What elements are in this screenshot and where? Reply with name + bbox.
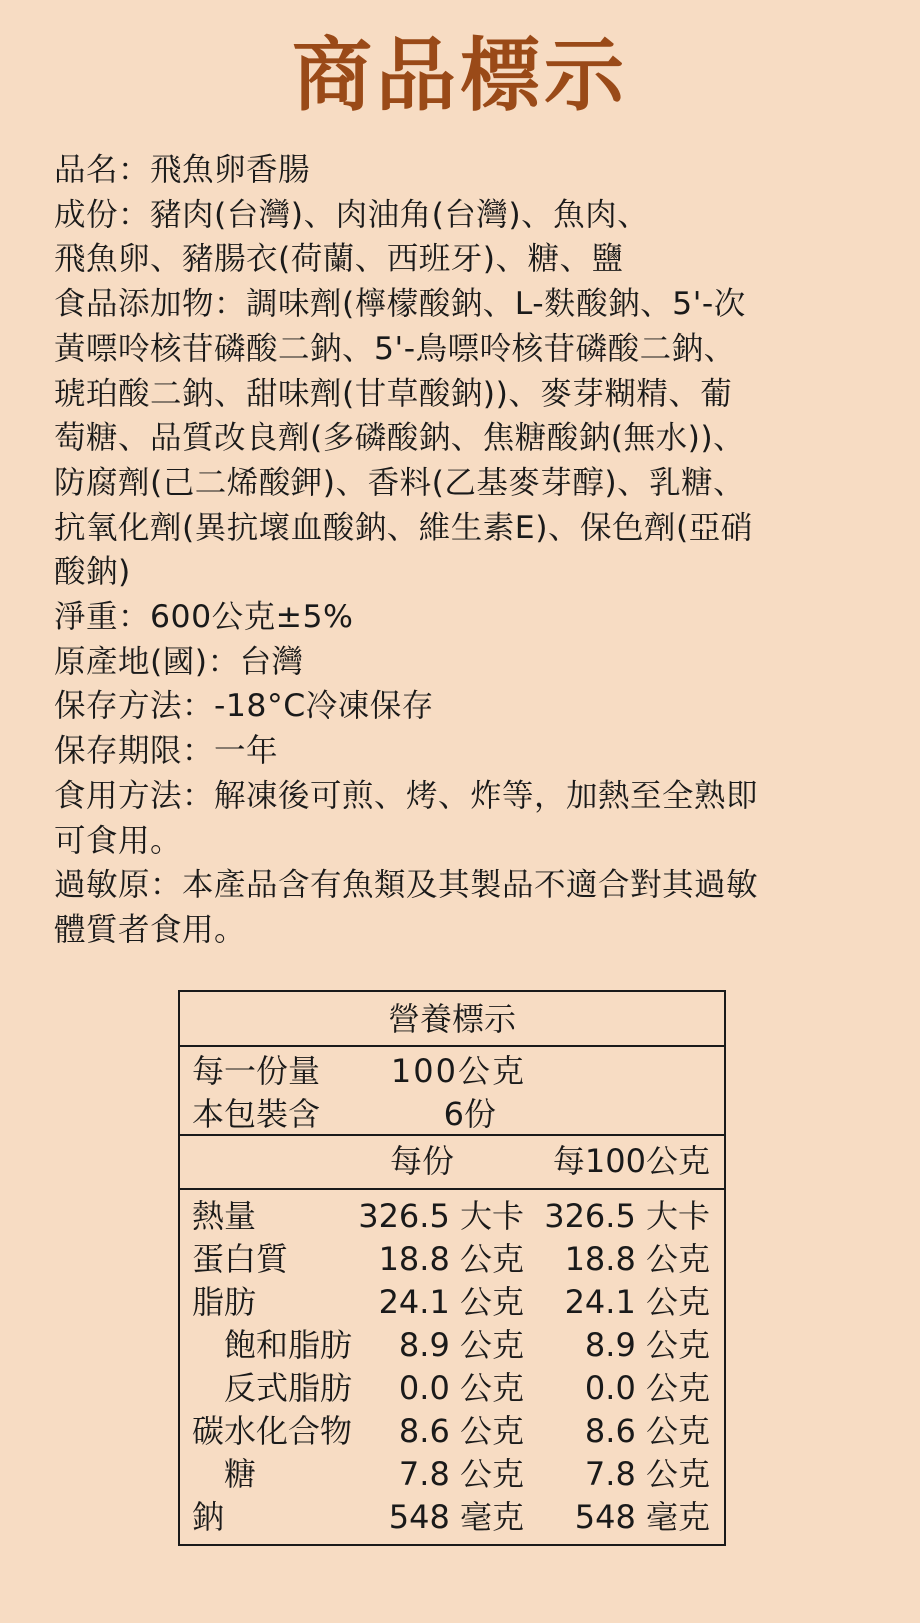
info-line: 淨重：600公克±5% (54, 599, 354, 636)
nutrient-name: 脂肪 (192, 1283, 257, 1321)
servings-row (180, 1093, 724, 1136)
info-line: 琥珀酸二鈉、甜味劑(甘草酸鈉))、麥芽糊精、葡 (54, 375, 733, 412)
nutrient-row (180, 1324, 724, 1367)
nutrient-per-serving: 8.9 公克 (398, 1326, 524, 1364)
nutrient-per-serving: 8.6 公克 (398, 1412, 524, 1450)
nutrient-row (180, 1410, 724, 1453)
nutrition-table (178, 990, 726, 1546)
nutrient-per-100g: 326.5 大卡 (544, 1197, 710, 1235)
nutrient-per-100g: 8.6 公克 (584, 1412, 710, 1450)
nutrient-name: 蛋白質 (192, 1240, 289, 1278)
info-line: 抗氧化劑(異抗壞血酸鈉、維生素E)、保色劑(亞硝 (54, 509, 753, 546)
nutrition-heading-row (180, 998, 724, 1041)
info-line: 食用方法：解凍後可煎、烤、炸等，加熱至全熟即 (54, 777, 759, 814)
nutrient-per-100g: 0.0 公克 (584, 1369, 710, 1407)
nutrient-per-serving: 7.8 公克 (398, 1455, 524, 1493)
nutrient-row (180, 1453, 724, 1496)
nutrient-row (180, 1496, 724, 1539)
divider (180, 1045, 724, 1047)
info-line: 酸鈉) (54, 554, 131, 591)
serving-value: 100公克 (390, 1052, 526, 1090)
info-line: 成份：豬肉(台灣)、肉油角(台灣)、魚肉、 (54, 196, 650, 233)
page-title: 商品標示 (292, 29, 628, 122)
nutrient-row (180, 1238, 724, 1281)
nutrient-name: 碳水化合物 (192, 1412, 353, 1450)
col-per-serving: 每份 (389, 1142, 454, 1180)
info-line: 飛魚卵、豬腸衣(荷蘭、西班牙)、糖、鹽 (54, 241, 624, 278)
column-header-row (180, 1140, 724, 1183)
info-line: 過敏原：本產品含有魚類及其製品不適合對其過敏 (54, 867, 759, 904)
nutrient-per-serving: 18.8 公克 (378, 1240, 524, 1278)
nutrient-name: 鈉 (192, 1498, 225, 1536)
nutrient-per-100g: 18.8 公克 (564, 1240, 710, 1278)
nutrient-name: 熱量 (192, 1197, 257, 1235)
nutrition-heading: 營養標示 (387, 1000, 516, 1038)
nutrient-name: 飽和脂肪 (224, 1326, 353, 1364)
nutrient-per-serving: 326.5 大卡 (358, 1197, 524, 1235)
serving-size-row (180, 1050, 724, 1093)
nutrient-per-100g: 8.9 公克 (584, 1326, 710, 1364)
nutrient-per-serving: 0.0 公克 (398, 1369, 524, 1407)
nutrient-name: 反式脂肪 (224, 1369, 353, 1407)
divider (180, 1188, 724, 1190)
serving-label: 每一份量 (192, 1052, 321, 1090)
nutrient-name: 糖 (224, 1455, 257, 1493)
info-line: 保存期限：一年 (54, 733, 279, 770)
nutrient-per-serving: 24.1 公克 (378, 1283, 524, 1321)
nutrient-row (180, 1367, 724, 1410)
product-info (54, 148, 874, 953)
info-line: 可食用。 (54, 822, 183, 859)
servings-value: 6份 (443, 1095, 496, 1133)
nutrient-row (180, 1281, 724, 1324)
divider (180, 1134, 724, 1136)
col-per-100g: 每100公克 (552, 1142, 710, 1180)
info-line: 品名：飛魚卵香腸 (54, 152, 311, 188)
info-line: 萄糖、品質改良劑(多磷酸鈉、焦糖酸鈉(無水))、 (54, 420, 746, 457)
nutrient-per-100g: 24.1 公克 (564, 1283, 710, 1321)
servings-label: 本包裝含 (192, 1095, 321, 1133)
info-line: 防腐劑(己二烯酸鉀)、香料(乙基麥芽醇)、乳糖、 (54, 464, 746, 501)
info-line: 保存方法：-18°C冷凍保存 (54, 688, 434, 725)
nutrient-per-100g: 7.8 公克 (584, 1455, 710, 1493)
info-line: 黃嘌呤核苷磷酸二鈉、5'-鳥嘌呤核苷磷酸二鈉、 (54, 330, 736, 367)
info-line: 食品添加物：調味劑(檸檬酸鈉、L-麩酸鈉、5'-次 (54, 286, 746, 323)
nutrient-per-100g: 548 毫克 (574, 1498, 710, 1536)
info-line: 原產地(國)：台灣 (54, 643, 304, 680)
info-line: 體質者食用。 (54, 911, 247, 948)
nutrient-row (180, 1195, 724, 1238)
nutrient-per-serving: 548 毫克 (388, 1498, 524, 1536)
